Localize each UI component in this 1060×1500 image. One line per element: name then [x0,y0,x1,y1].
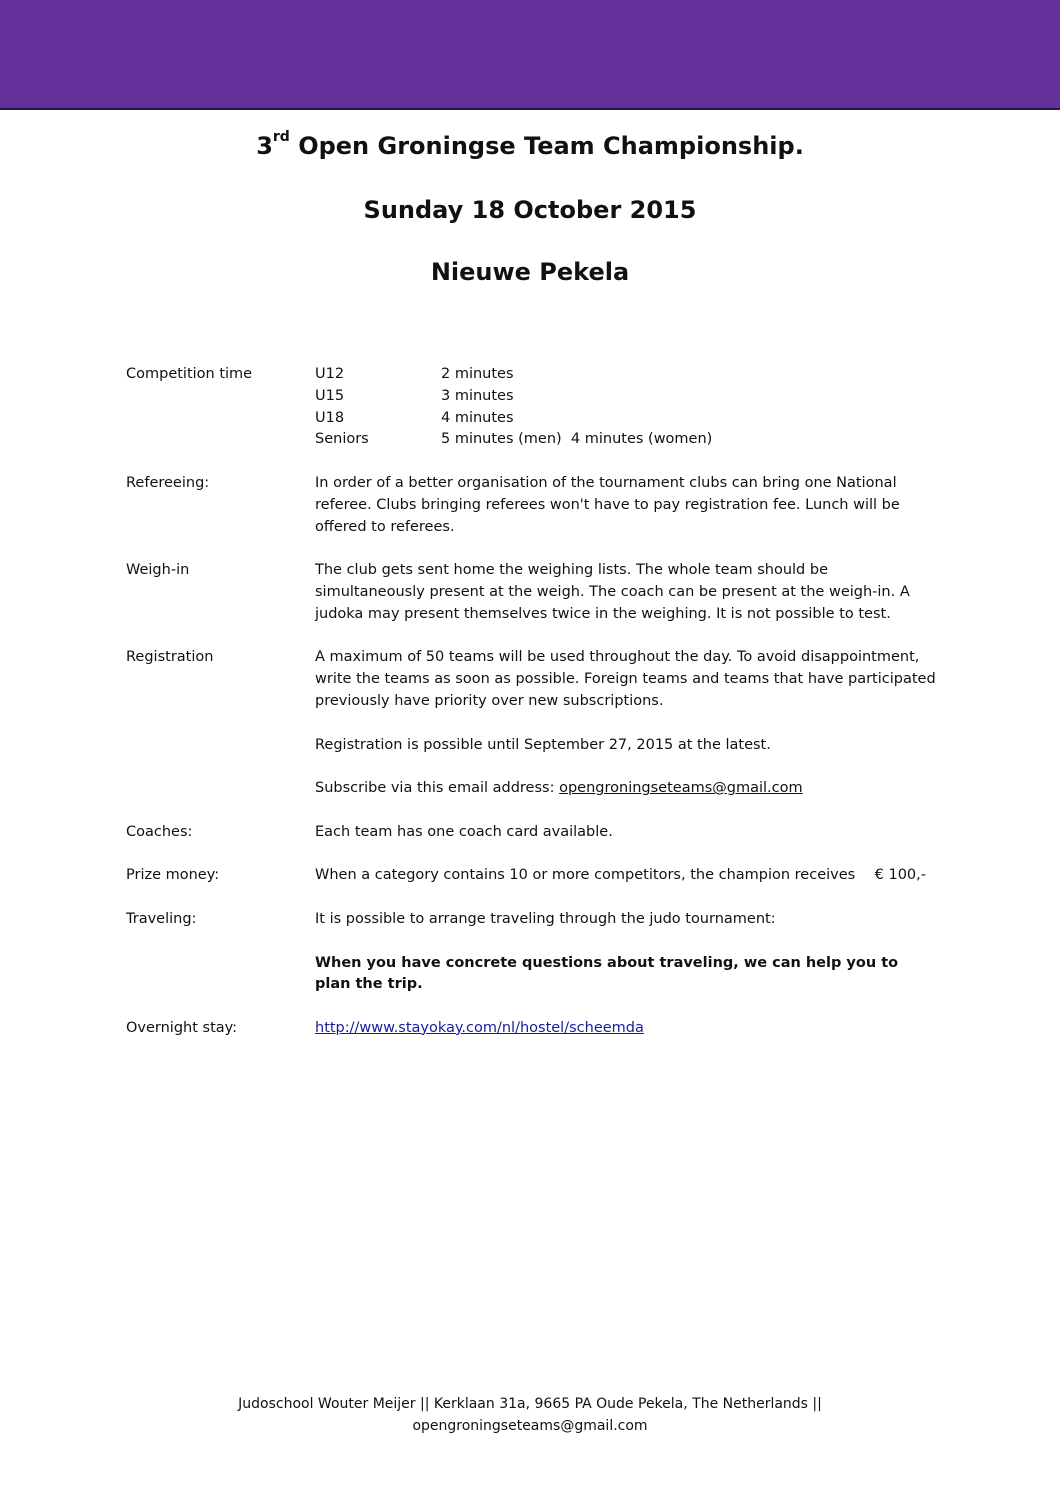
overnight-stay-row [126,1018,936,1040]
event-date: Sunday 18 October 2015 [363,196,697,224]
registration-details [315,647,936,800]
prize-money-amount: € 100,- [874,867,926,884]
registration-email-prefix: Subscribe via this email address: [315,780,560,797]
overnight-stay-link[interactable]: http://www.stayokay.com/nl/hostel/scheemda [315,1019,644,1036]
weigh-in-row [126,560,936,625]
title-text: Open Groningse Team Championship. [298,132,804,160]
footer-address: Judoschool Wouter Meijer || Kerklaan 31a, 9665 PA Oude Pekela, The Netherlands || [238,1396,822,1412]
weigh-in-label: Weigh-in [126,562,190,579]
prize-money-row [126,865,936,887]
time-duration: 3 minutes [441,387,514,404]
coaches-text: Each team has one coach card available. [315,823,613,840]
registration-paragraph: A maximum of 50 teams will be used throughout the day. To avoid disappointment, write the teams as soon as possible. Foreign teams and teams that have participated previously have priority over new subscriptions. [315,649,936,709]
prize-money-details [315,865,936,887]
title-number: 3 [256,132,273,160]
prize-money-text: When a category contains 10 or more competitors, the champion receives [315,867,856,884]
time-category: U15 [315,387,345,404]
time-row [315,429,936,451]
competition-time-list [315,364,936,451]
time-row [315,408,936,430]
refereeing-label: Refereeing: [126,474,210,491]
traveling-text: It is possible to arrange traveling through the judo tournament: [315,910,776,927]
weigh-in-text: The club gets sent home the weighing lists. The whole team should be simultaneously present at the weigh. The coach can be present at the weigh-in. A judoka may present themselves twice in the weighing. It is not possible to test. [315,562,910,622]
traveling-details [315,909,936,996]
footer-email: opengroningseteams@gmail.com [412,1418,648,1434]
refereeing-text: In order of a better organisation of the tournament clubs can bring one National referee. Clubs bringing referees won't have to pay registration fee. Lunch will be offered to referees. [315,474,900,535]
time-category: Seniors [315,431,369,448]
traveling-label: Traveling: [126,910,197,927]
refereeing-row [126,473,936,538]
traveling-row [126,909,936,996]
time-duration: 5 minutes (men) 4 minutes (women) [441,431,713,448]
competition-time-row [126,364,936,451]
time-row [315,386,936,408]
details-section [126,364,936,1062]
header-banner [0,0,1060,110]
title-ordinal-suffix: rd [272,129,290,145]
time-duration: 4 minutes [441,409,514,426]
footer [0,1393,1060,1437]
competition-time-label: Competition time [126,366,253,382]
time-duration: 2 minutes [441,366,514,382]
coaches-label: Coaches: [126,823,193,840]
registration-label: Registration [126,649,214,666]
registration-deadline: Registration is possible until September 27, 2015 at the latest. [315,736,771,753]
event-location: Nieuwe Pekela [430,258,630,286]
registration-row [126,647,936,800]
overnight-stay-label: Overnight stay: [126,1019,238,1036]
registration-email-link[interactable]: opengroningseteams@gmail.com [559,780,803,797]
coaches-row [126,822,936,844]
registration-email-line [315,778,936,800]
page-title [0,129,1060,160]
time-category: U18 [315,409,345,426]
time-category: U12 [315,366,345,382]
prize-money-label: Prize money: [126,867,220,884]
time-row [315,364,936,386]
traveling-bold-note: When you have concrete questions about traveling, we can help you to plan the trip. [315,954,899,993]
overnight-stay-details [315,1018,936,1040]
